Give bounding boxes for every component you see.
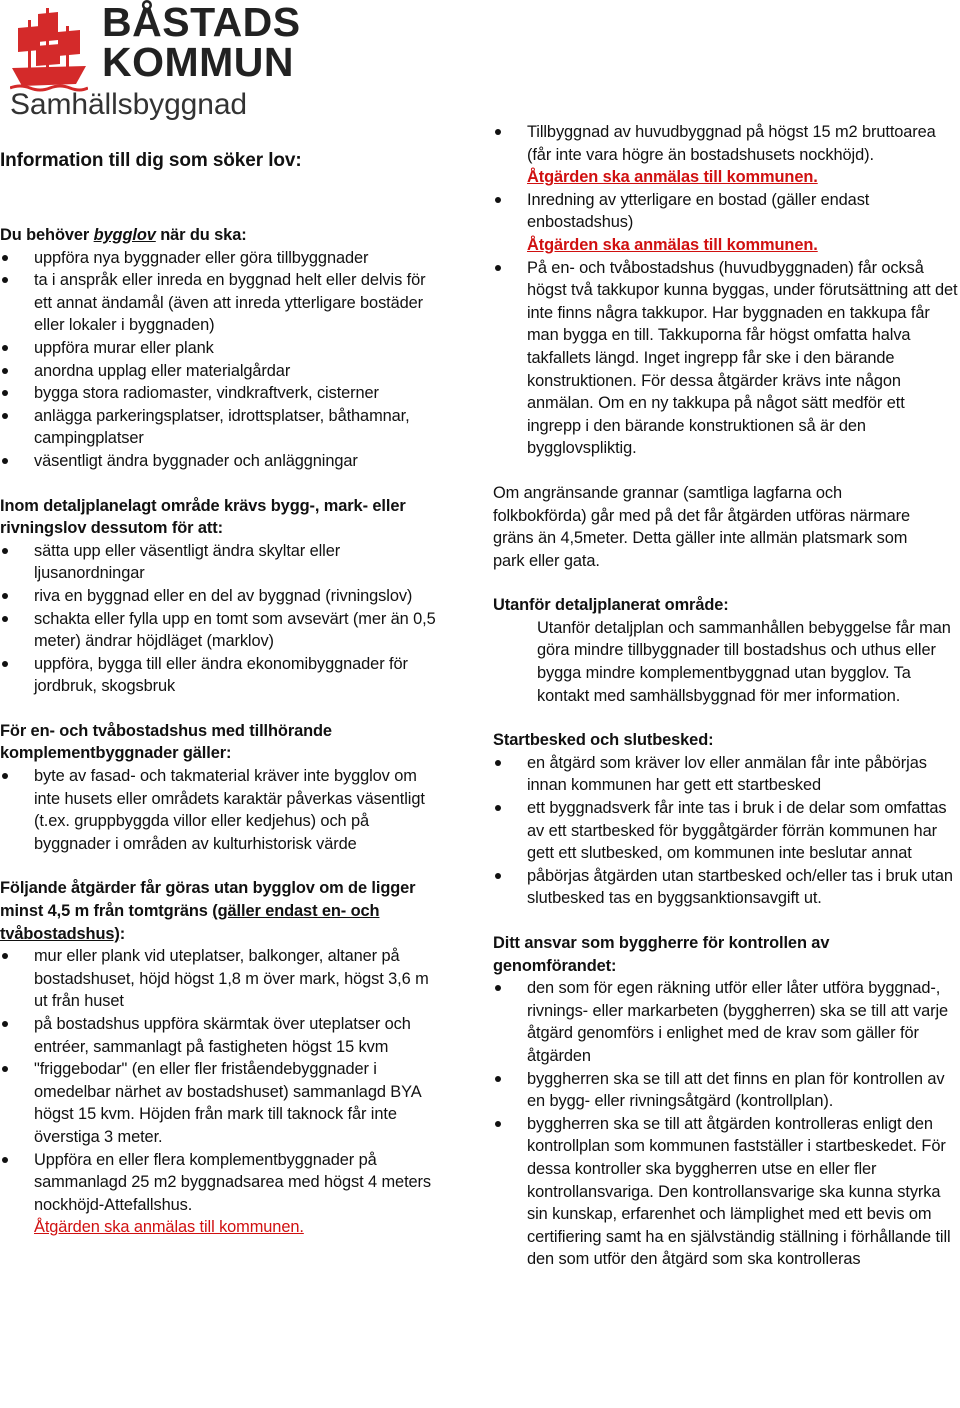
startbesked-list — [493, 752, 958, 910]
notice-text: Åtgärden ska anmälas till kommunen. — [527, 168, 818, 187]
list-item: en åtgärd som kräver lov eller anmälan får inte påbörjas innan kommunen har gett ett startbesked — [493, 752, 958, 797]
list-item: påbörjas åtgärden utan startbesked och/eller tas i bruk utan slutbesked tas en byggsanktionsavgift ut. — [493, 865, 958, 910]
right-column — [493, 121, 958, 1271]
heading-text-end: när du ska: — [155, 226, 247, 244]
section-detaljplan-heading: Inom detaljplanelagt område krävs bygg-, mark- eller rivningslov dessutom för att: — [0, 496, 406, 538]
logo-line1: BÅSTADS — [102, 0, 301, 45]
list-item: byte av fasad- och takmaterial kräver inte bygglov om inte husets eller områdets karaktär påverkas väsentligt (t.ex. gruppbyggda villor eller kedjehus) och på byggnader i områden av kulturhistorisk värde — [0, 765, 438, 855]
list-item: riva en byggnad eller en del av byggnad (rivningslov) — [0, 585, 438, 608]
heading-text-end: : — [119, 924, 126, 943]
left-column — [0, 148, 438, 1239]
logo — [10, 0, 300, 120]
list-item: byggherren ska se till att det finns en plan för kontrollen av en bygg- eller rivningsåtgärd (kontrollplan). — [493, 1068, 958, 1113]
list-item: På en- och tvåbostadshus (huvudbyggnaden) får också högst två takkupor kunna byggas, under förutsättning att det inte finns några takkupor. Har byggnaden en takkupa får man bygga en till. Takkuporna får högst omfatta halva takfallets längd. Inget ingrepp får ske i den bärande konstruktionen. För dessa åtgärder krävs inte någon anmälan. Om en ny takkupa på något sätt medför ett ingrepp i den bärande konstruktionen så är den bygglovspliktig. — [493, 257, 958, 460]
responsibility-heading: Ditt ansvar som byggherre för kontrollen av genomförandet: — [493, 934, 830, 975]
list-item: väsentligt ändra byggnader och anläggningar — [0, 450, 438, 473]
outside-heading: Utanför detaljplanerat område: — [493, 596, 729, 615]
list-item-text: Inredning av ytterligare en bostad (gäller endast enbostadshus) — [527, 190, 870, 232]
ship-emblem-icon — [10, 6, 88, 94]
list-item: på bostadshus uppföra skärmtak över uteplatser och entréer, sammanlagt på fastigheten högst 15 kvm — [0, 1013, 438, 1058]
list-item: den som för egen räkning utför eller låter utföra byggnad-, rivnings- eller markarbeten (byggherren) ska se till att varje åtgärd genomförs i enlighet med de krav som gäller för åtgärden — [493, 977, 958, 1067]
list-item: sätta upp eller väsentligt ändra skyltar eller ljusanordningar — [0, 540, 438, 585]
responsibility-list — [493, 977, 958, 1271]
list-item-text: Uppföra en eller flera komplementbyggnader på sammanlagd 25 m2 byggnadsarea med högst 4 meters nockhöjd-Attefallshus. — [34, 1150, 431, 1214]
heading-underlined: (gäller endast en- och tvåbostadshus) — [0, 902, 380, 943]
enbostadshus-list — [0, 765, 438, 855]
bygglov-term: bygglov — [93, 226, 156, 244]
neighbors-paragraph: Om angränsande grannar (samtliga lagfarna och folkbokförda) går med på det får åtgärden utföras närmare gräns än 4,5meter. Detta gäller inte allmän platsmark som park eller gata. — [493, 483, 911, 570]
section-enbostadshus-heading: För en- och tvåbostadshus med tillhörande komplementbyggnader gäller: — [0, 721, 332, 763]
list-item: ta i anspråk eller inreda en byggnad helt eller delvis för ett annat ändamål (även att inreda ytterligare bostäder eller lokaler i byggnaden) — [0, 269, 438, 337]
heading-text: Du behöver — [0, 226, 94, 244]
logo-line2: KOMMUN — [102, 39, 295, 85]
list-item: uppföra murar eller plank — [0, 337, 438, 360]
list-item — [0, 1149, 438, 1239]
list-item: anordna upplag eller materialgårdar — [0, 360, 438, 383]
logo-subtitle: Samhällsbyggnad — [10, 88, 247, 121]
section-utan-bygglov-heading — [0, 877, 430, 945]
list-item: bygga stora radiomaster, vindkraftverk, cisterner — [0, 382, 438, 405]
list-item — [493, 189, 958, 257]
list-item: schakta eller fylla upp en tomt som avsevärt (mer än 0,5 meter) ändrar höjdläget (marklov) — [0, 608, 438, 653]
page-title: Information till dig som söker lov: — [0, 150, 302, 171]
outside-paragraph: Utanför detaljplan och sammanhållen bebyggelse får man göra mindre tillbyggnader till bostadshus och uthus eller bygga mindre komplementbyggnad utan bygglov. Ta kontakt med samhällsbyggnad för mer information. — [537, 618, 951, 705]
list-item — [493, 121, 958, 189]
section-bygglov-heading — [0, 224, 438, 247]
attefall-list — [493, 121, 958, 460]
detaljplan-list — [0, 540, 438, 698]
list-item: uppföra nya byggnader eller göra tillbyggnader — [0, 247, 438, 270]
notice-text: Åtgärden ska anmälas till kommunen. — [34, 1218, 304, 1237]
list-item: mur eller plank vid uteplatser, balkonger, altaner på bostadshuset, höjd högst 1,8 m över mark, högst 3,6 m ut från huset — [0, 945, 438, 1013]
list-item: byggherren ska se till att åtgärden kontrolleras enligt den kontrollplan som kommunen fastställer i startbeskedet. För dessa kontroller ska byggherren utse en eller fler kontrollansvariga. Den kontrollansvarige ska kunna styrka sin kunskap, erfarenhet och lämplighet med ett bevis om certifiering samt ha en självständig ställning i förhållande till den som utför den åtgärd som ska kontrolleras — [493, 1113, 958, 1271]
bygglov-list — [0, 247, 438, 473]
logo-name — [102, 0, 301, 85]
list-item: anlägga parkeringsplatser, idrottsplatser, båthamnar, campingplatser — [0, 405, 438, 450]
utan-bygglov-list — [0, 945, 438, 1239]
startbesked-heading: Startbesked och slutbesked: — [493, 731, 714, 750]
list-item-text: Tillbyggnad av huvudbyggnad på högst 15 m2 bruttoarea (får inte vara högre än bostadshusets nockhöjd). — [527, 123, 936, 164]
list-item: uppföra, bygga till eller ändra ekonomibyggnader för jordbruk, skogsbruk — [0, 653, 438, 698]
list-item: "friggebodar" (en eller fler friståendebyggnader i omedelbar närhet av bostadshuset) sammanlagd BYA högst 15 kvm. Höjden från mark till taknock får inte överstiga 3 meter. — [0, 1058, 438, 1148]
notice-text: Åtgärden ska anmälas till kommunen. — [527, 235, 818, 254]
heading-text: Följande åtgärder får göras utan bygglov om de ligger minst 4,5 m från tomtgräns — [0, 879, 416, 921]
list-item: ett byggnadsverk får inte tas i bruk i de delar som omfattas av ett startbesked för byggåtgärder förrän kommunen har gett ett slutbesked, om kommunen inte beslutar annat — [493, 797, 958, 865]
